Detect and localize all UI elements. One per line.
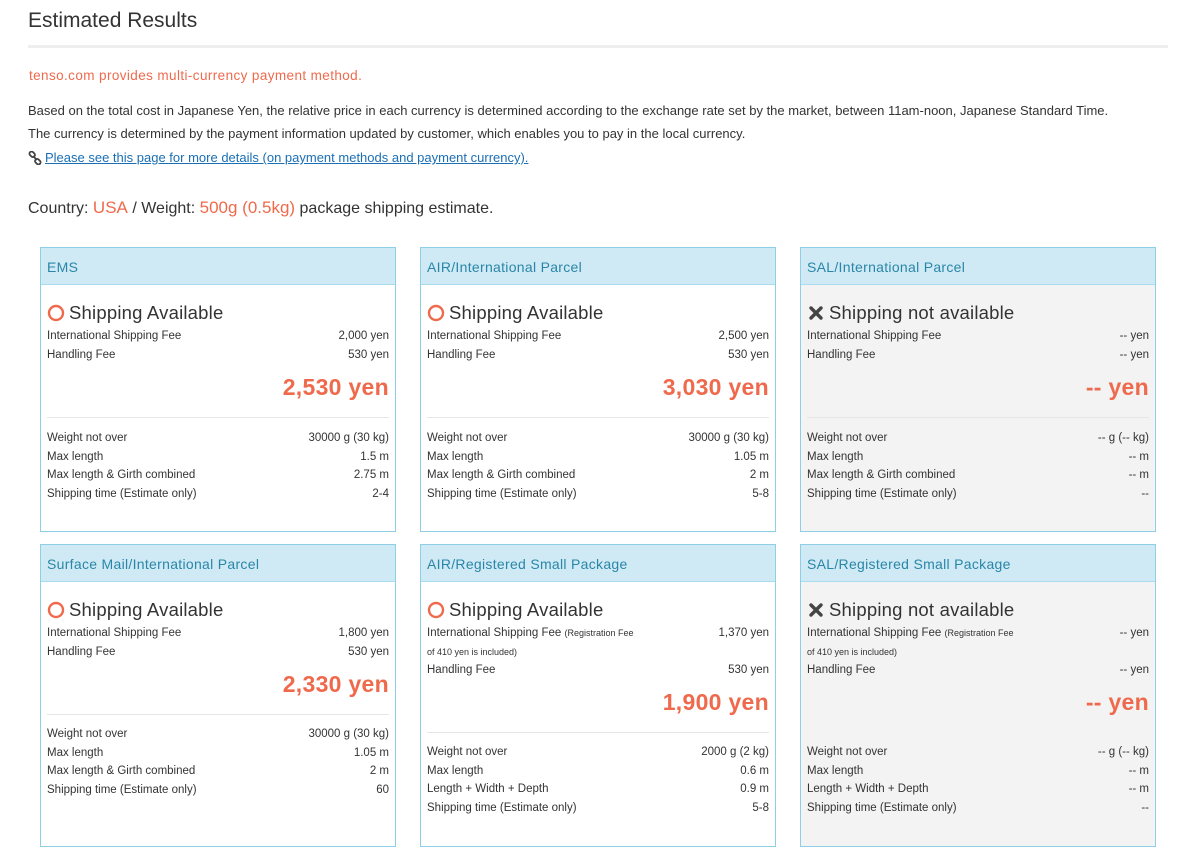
- spec-row: [807, 485, 1149, 504]
- spec-row: [427, 799, 769, 818]
- spec-label: Shipping time (Estimate only): [47, 487, 197, 500]
- country-value: USA: [92, 198, 128, 217]
- spec-label: Weight not over: [47, 432, 128, 444]
- spec-value: 1.05 m: [733, 450, 769, 463]
- fee-value: -- yen: [1119, 627, 1149, 639]
- shipping-card-surface-parcel: [40, 544, 396, 847]
- handling-row: [47, 346, 389, 365]
- fee-label: International Shipping Fee: [427, 627, 562, 639]
- spec-label: Max length: [807, 450, 864, 463]
- estimate-summary: [28, 198, 493, 218]
- status-available: [427, 599, 769, 621]
- spec-value: -- m: [1128, 764, 1149, 777]
- title-divider: [28, 45, 1168, 48]
- spec-value: 5-8: [752, 487, 769, 500]
- spec-label: Max length: [47, 450, 104, 463]
- spec-value: --: [1141, 487, 1149, 500]
- fee-row: [427, 624, 769, 643]
- spec-value: 1.05 m: [353, 746, 389, 759]
- spec-row: [807, 799, 1149, 818]
- spec-label: Max length: [47, 746, 104, 759]
- handling-row: [807, 346, 1149, 365]
- fee-row: [807, 624, 1149, 643]
- spec-value: 1.5 m: [360, 450, 389, 463]
- currency-note: tenso.com provides multi-currency payment method.: [29, 68, 363, 83]
- spec-row: [47, 429, 389, 448]
- status-text: Shipping not available: [829, 302, 1015, 323]
- fee-row: [47, 327, 389, 346]
- handling-label: Handling Fee: [807, 348, 876, 361]
- fee-label: International Shipping Fee: [47, 330, 182, 342]
- spec-label: Length + Width + Depth: [807, 783, 929, 795]
- x-icon: [807, 304, 825, 322]
- spec-label: Max length: [427, 764, 484, 777]
- spec-value: 60: [376, 783, 389, 796]
- handling-label: Handling Fee: [807, 663, 876, 676]
- spec-label: Weight not over: [807, 746, 888, 758]
- total-price: 2,530 yen: [282, 374, 389, 400]
- fee-row: [807, 327, 1149, 346]
- shipping-card-air-parcel: [420, 247, 776, 532]
- fee-value: 1,800 yen: [338, 627, 389, 639]
- summary-tail: package shipping estimate.: [295, 200, 494, 217]
- spec-value: 0.9 m: [740, 783, 769, 795]
- spec-value: 2.75 m: [353, 469, 389, 481]
- handling-value: 530 yen: [728, 348, 769, 361]
- spec-label: Max length & Girth combined: [47, 469, 196, 481]
- registration-fee-note-2: of 410 yen is included): [427, 646, 518, 657]
- card-title: AIR/International Parcel: [421, 248, 775, 285]
- divider: [807, 732, 1149, 733]
- fee-label: International Shipping Fee: [427, 330, 562, 342]
- spec-row: [427, 448, 769, 467]
- spec-label: Max length & Girth combined: [807, 469, 956, 481]
- handling-row: [427, 661, 769, 680]
- weight-label: / Weight:: [127, 200, 200, 217]
- fee-label: International Shipping Fee: [807, 330, 942, 342]
- fee-label-group: [807, 624, 1014, 643]
- fee-label-group: [427, 624, 634, 643]
- handling-value: 530 yen: [728, 663, 769, 676]
- handling-value: -- yen: [1119, 663, 1149, 676]
- spec-label: Shipping time (Estimate only): [427, 801, 577, 814]
- handling-label: Handling Fee: [47, 348, 116, 361]
- handling-label: Handling Fee: [427, 348, 496, 361]
- card-title: SAL/Registered Small Package: [801, 545, 1155, 582]
- spec-value: -- g (-- kg): [1097, 746, 1149, 758]
- spec-row: [427, 429, 769, 448]
- description-line-2: The currency is determined by the payment information updated by customer, which enables you to pay in the local currency.: [28, 126, 746, 141]
- spec-row: [47, 762, 389, 781]
- status-available: [47, 302, 389, 324]
- card-title: AIR/Registered Small Package: [421, 545, 775, 582]
- circle-icon: [427, 304, 445, 322]
- card-title: Surface Mail/International Parcel: [41, 545, 395, 582]
- fee-row: [47, 624, 389, 643]
- handling-row: [427, 346, 769, 365]
- spec-value: 2 m: [369, 765, 389, 777]
- fee-label: International Shipping Fee: [47, 627, 182, 639]
- divider: [47, 714, 389, 715]
- spec-value: 30000 g (30 kg): [688, 432, 769, 444]
- circle-icon: [47, 304, 65, 322]
- registration-fee-note-2: of 410 yen is included): [807, 646, 898, 657]
- description-line-1: Based on the total cost in Japanese Yen, the relative price in each currency is determined according to the exchange rate set by the market, between 11am-noon, Japanese Standard Time.: [28, 103, 1109, 118]
- spec-value: -- m: [1128, 450, 1149, 463]
- spec-value: -- m: [1128, 783, 1149, 795]
- status-available: [47, 599, 389, 621]
- spec-value: 2000 g (2 kg): [701, 746, 769, 758]
- shipping-card-sal-small-package: [800, 544, 1156, 847]
- spec-label: Weight not over: [47, 728, 128, 740]
- spec-value: 0.6 m: [740, 764, 769, 777]
- payment-details-link[interactable]: Please see this page for more details (on payment methods and payment currency).: [45, 150, 529, 165]
- spec-value: --: [1141, 801, 1149, 814]
- spec-row: [47, 744, 389, 763]
- spec-row: [807, 780, 1149, 799]
- status-text: Shipping Available: [69, 599, 224, 620]
- handling-label: Handling Fee: [47, 645, 116, 658]
- circle-icon: [47, 601, 65, 619]
- fee-value: 2,500 yen: [718, 330, 769, 342]
- total-price: -- yen: [1085, 689, 1149, 715]
- total-price: -- yen: [1085, 374, 1149, 400]
- spec-label: Weight not over: [427, 432, 508, 444]
- spec-label: Weight not over: [427, 746, 508, 758]
- spec-row: [47, 466, 389, 485]
- spec-value: 2 m: [749, 469, 769, 481]
- spec-label: Max length: [427, 450, 484, 463]
- fee-value: 2,000 yen: [338, 330, 389, 342]
- shipping-card-sal-parcel: [800, 247, 1156, 532]
- divider: [807, 417, 1149, 418]
- divider: [427, 417, 769, 418]
- circle-icon: [427, 601, 445, 619]
- spec-value: -- m: [1128, 469, 1149, 481]
- spec-row: [807, 448, 1149, 467]
- status-unavailable: [807, 599, 1149, 621]
- handling-value: 530 yen: [348, 645, 389, 658]
- spec-label: Shipping time (Estimate only): [47, 783, 197, 796]
- spec-label: Length + Width + Depth: [427, 783, 549, 795]
- spec-label: Shipping time (Estimate only): [807, 801, 957, 814]
- country-label: Country:: [28, 200, 93, 217]
- spec-label: Max length: [807, 764, 864, 777]
- fee-value: 1,370 yen: [718, 627, 769, 639]
- spec-label: Max length & Girth combined: [47, 765, 196, 777]
- spec-label: Shipping time (Estimate only): [807, 487, 957, 500]
- link-icon: [28, 151, 42, 165]
- spec-row: [47, 448, 389, 467]
- spec-label: Weight not over: [807, 432, 888, 444]
- card-title: SAL/International Parcel: [801, 248, 1155, 285]
- registration-fee-note: (Registration Fee: [564, 628, 634, 638]
- spec-value: 2-4: [372, 487, 389, 500]
- status-text: Shipping Available: [69, 302, 224, 323]
- card-title: EMS: [41, 248, 395, 285]
- details-link-row: [28, 150, 528, 165]
- spec-label: Shipping time (Estimate only): [427, 487, 577, 500]
- spec-row: [47, 485, 389, 504]
- total-price: 2,330 yen: [282, 671, 389, 697]
- spec-value: -- g (-- kg): [1097, 432, 1149, 444]
- shipping-card-air-small-package: [420, 544, 776, 847]
- weight-value: 500g (0.5kg): [199, 198, 296, 217]
- registration-fee-note: (Registration Fee: [944, 628, 1014, 638]
- spec-row: [47, 781, 389, 800]
- spec-label: Max length & Girth combined: [427, 469, 576, 481]
- status-text: Shipping Available: [449, 599, 604, 620]
- fee-label: International Shipping Fee: [807, 627, 942, 639]
- spec-value: 5-8: [752, 801, 769, 814]
- total-price: 1,900 yen: [662, 689, 769, 715]
- status-available: [427, 302, 769, 324]
- fee-row: [427, 327, 769, 346]
- handling-row: [807, 661, 1149, 680]
- handling-value: 530 yen: [348, 348, 389, 361]
- spec-value: 30000 g (30 kg): [308, 728, 389, 740]
- spec-row: [427, 466, 769, 485]
- spec-row: [807, 762, 1149, 781]
- spec-row: [47, 725, 389, 744]
- shipping-card-ems: [40, 247, 396, 532]
- spec-row: [427, 485, 769, 504]
- handling-value: -- yen: [1119, 348, 1149, 361]
- fee-value: -- yen: [1119, 330, 1149, 342]
- divider: [47, 417, 389, 418]
- x-icon: [807, 601, 825, 619]
- spec-row: [807, 466, 1149, 485]
- spec-row: [427, 762, 769, 781]
- spec-value: 30000 g (30 kg): [308, 432, 389, 444]
- handling-label: Handling Fee: [427, 663, 496, 676]
- handling-row: [47, 643, 389, 662]
- total-price: 3,030 yen: [662, 374, 769, 400]
- page-title: Estimated Results: [28, 9, 198, 32]
- divider: [427, 732, 769, 733]
- status-text: Shipping Available: [449, 302, 604, 323]
- spec-row: [807, 743, 1149, 762]
- spec-row: [427, 743, 769, 762]
- spec-row: [427, 780, 769, 799]
- spec-row: [807, 429, 1149, 448]
- status-text: Shipping not available: [829, 599, 1015, 620]
- status-unavailable: [807, 302, 1149, 324]
